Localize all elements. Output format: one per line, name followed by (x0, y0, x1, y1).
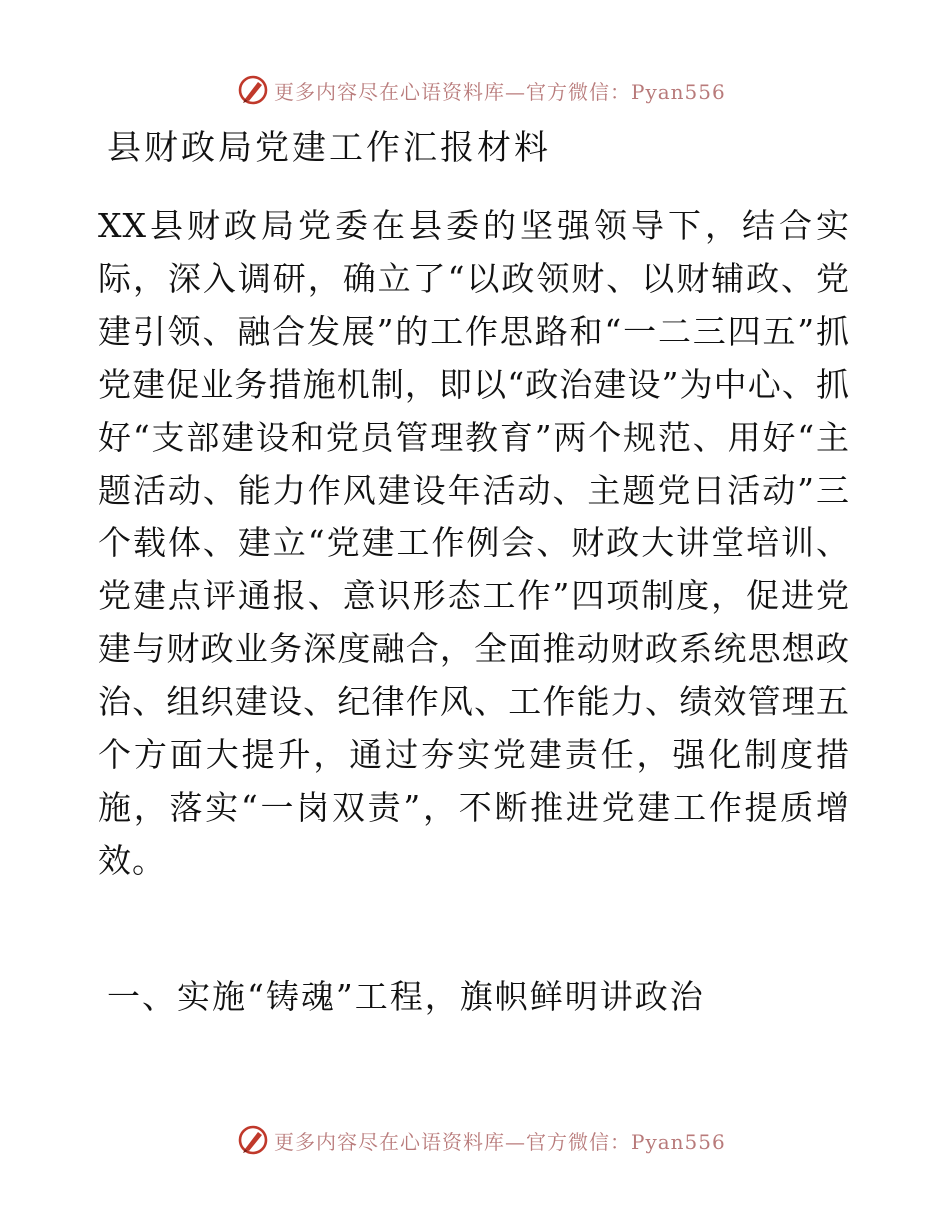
watermark-text: 更多内容尽在心语资料库—官方微信：Pyan556 (274, 1129, 726, 1154)
pen-circle-logo-icon (236, 73, 270, 107)
footer-watermark (236, 1122, 726, 1158)
watermark-text: 更多内容尽在心语资料库—官方微信：Pyan556 (274, 79, 726, 104)
section-heading: 一、实施“铸魂”工程，旗帜鲜明讲政治 (107, 977, 705, 1016)
header-watermark (236, 72, 726, 108)
body-paragraph: XX县财政局党委在县委的坚强领导下，结合实际，深入调研，确立了“以政领财、以财辅政、党建引领、融合发展”的工作思路和“一二三四五”抓党建促业务措施机制，即以“政治建设”为中心、抓好“支部建设和党员管理教育”两个规范、用好“主题活动、能力作风建设年活动、主题党日活动”三个载体、建立“党建工作例会、财政大讲堂培训、党建点评通报、意识形态工作”四项制度，促进党建与财政业务深度融合，全面推动财政系统思想政治、组织建设、纪律作风、工作能力、绩效管理五个方面大提升，通过夯实党建责任，强化制度措施，落实“一岗双责”，不断推进党建工作提质增效。 (98, 206, 850, 880)
document-title: 县财政局党建工作汇报材料 (107, 128, 551, 168)
pen-circle-logo-icon (236, 1123, 270, 1157)
